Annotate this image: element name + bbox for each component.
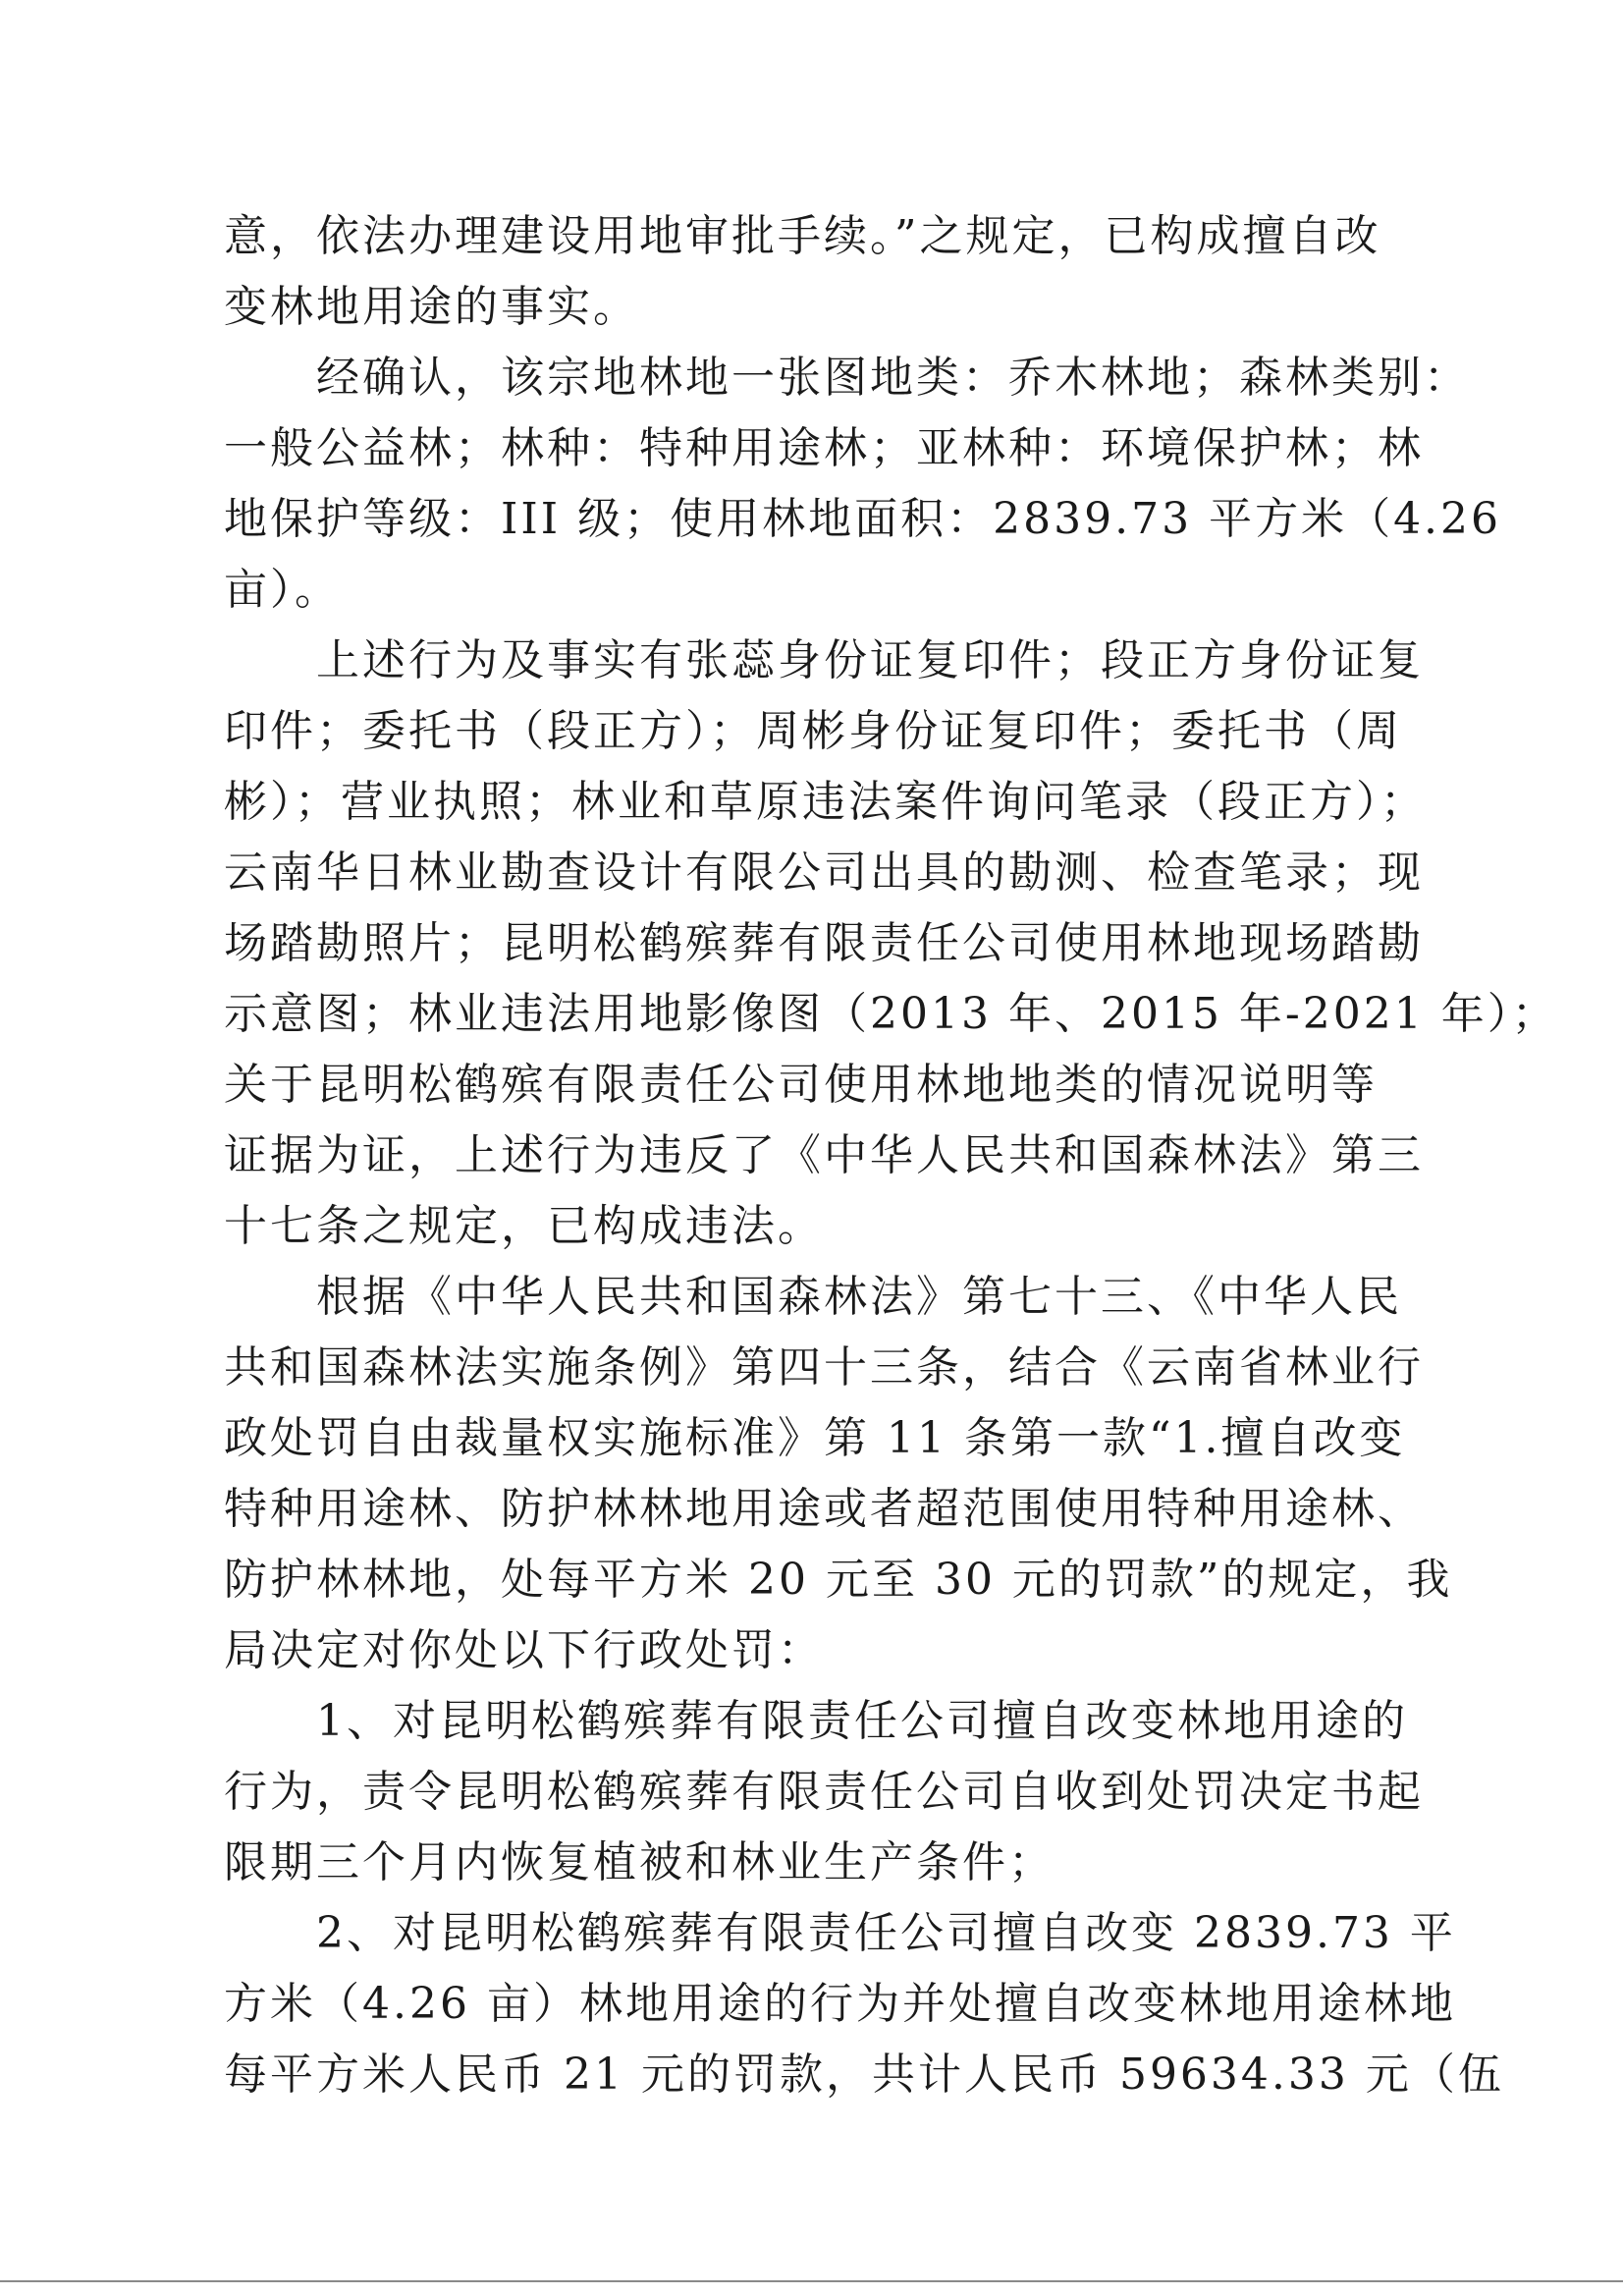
text-line: 地保护等级：III 级；使用林地面积：2839.73 平方米（4.26 [224, 494, 1502, 544]
text-line: 证据为证，上述行为违反了《中华人民共和国森林法》第三 [224, 1130, 1424, 1180]
text-line: 防护林林地，处每平方米 20 元至 30 元的罚款”的规定，我 [224, 1555, 1453, 1605]
text-line: 共和国森林法实施条例》第四十三条，结合《云南省林业行 [224, 1342, 1424, 1393]
text-line: 上述行为及事实有张蕊身份证复印件；段正方身份证复 [224, 635, 1424, 685]
text-line: 彬）；营业执照；林业和草原违法案件询问笔录（段正方）； [224, 777, 1427, 827]
text-line: 云南华日林业勘查设计有限公司出具的勘测、检查笔录；现 [224, 847, 1424, 898]
text-line: 局决定对你处以下行政处罚： [224, 1625, 824, 1675]
text-line: 1、对昆明松鹤殡葬有限责任公司擅自改变林地用途的 [224, 1696, 1408, 1746]
text-line: 方米（4.26 亩）林地用途的行为并处擅自改变林地用途林地 [224, 1979, 1456, 2029]
text-line: 特种用途林、防护林林地用途或者超范围使用特种用途林、 [224, 1484, 1424, 1534]
text-line: 限期三个月内恢复植被和林业生产条件； [224, 1837, 1055, 1887]
text-line: 意，依法办理建设用地审批手续。”之规定，已构成擅自改 [224, 211, 1381, 261]
text-line: 根据《中华人民共和国森林法》第七十三、《中华人民 [224, 1272, 1402, 1322]
text-line: 每平方米人民币 21 元的罚款，共计人民币 59634.33 元（伍 [224, 2050, 1504, 2100]
document-body [224, 201, 1558, 2110]
text-line: 亩）。 [224, 565, 341, 615]
text-line: 示意图；林业违法用地影像图（2013 年、2015 年-2021 年）； [224, 989, 1558, 1039]
text-line: 场踏勘照片；昆明松鹤殡葬有限责任公司使用林地现场踏勘 [224, 918, 1424, 968]
text-line: 2、对昆明松鹤殡葬有限责任公司擅自改变 2839.73 平 [224, 1908, 1456, 1958]
bottom-scan-edge [0, 2280, 1623, 2282]
text-line: 行为，责令昆明松鹤殡葬有限责任公司自收到处罚决定书起 [224, 1767, 1424, 1817]
text-line: 变林地用途的事实。 [224, 282, 639, 332]
text-line: 政处罚自由裁量权实施标准》第 11 条第一款“1.擅自改变 [224, 1413, 1406, 1463]
text-line: 一般公益林；林种：特种用途林；亚林种：环境保护林；林 [224, 423, 1424, 473]
text-line: 关于昆明松鹤殡有限责任公司使用林地地类的情况说明等 [224, 1060, 1378, 1110]
text-line: 印件；委托书（段正方）；周彬身份证复印件；委托书（周 [224, 706, 1402, 756]
text-line: 经确认，该宗地林地一张图地类：乔木林地；森林类别： [224, 353, 1470, 403]
text-line: 十七条之规定，已构成违法。 [224, 1201, 824, 1251]
